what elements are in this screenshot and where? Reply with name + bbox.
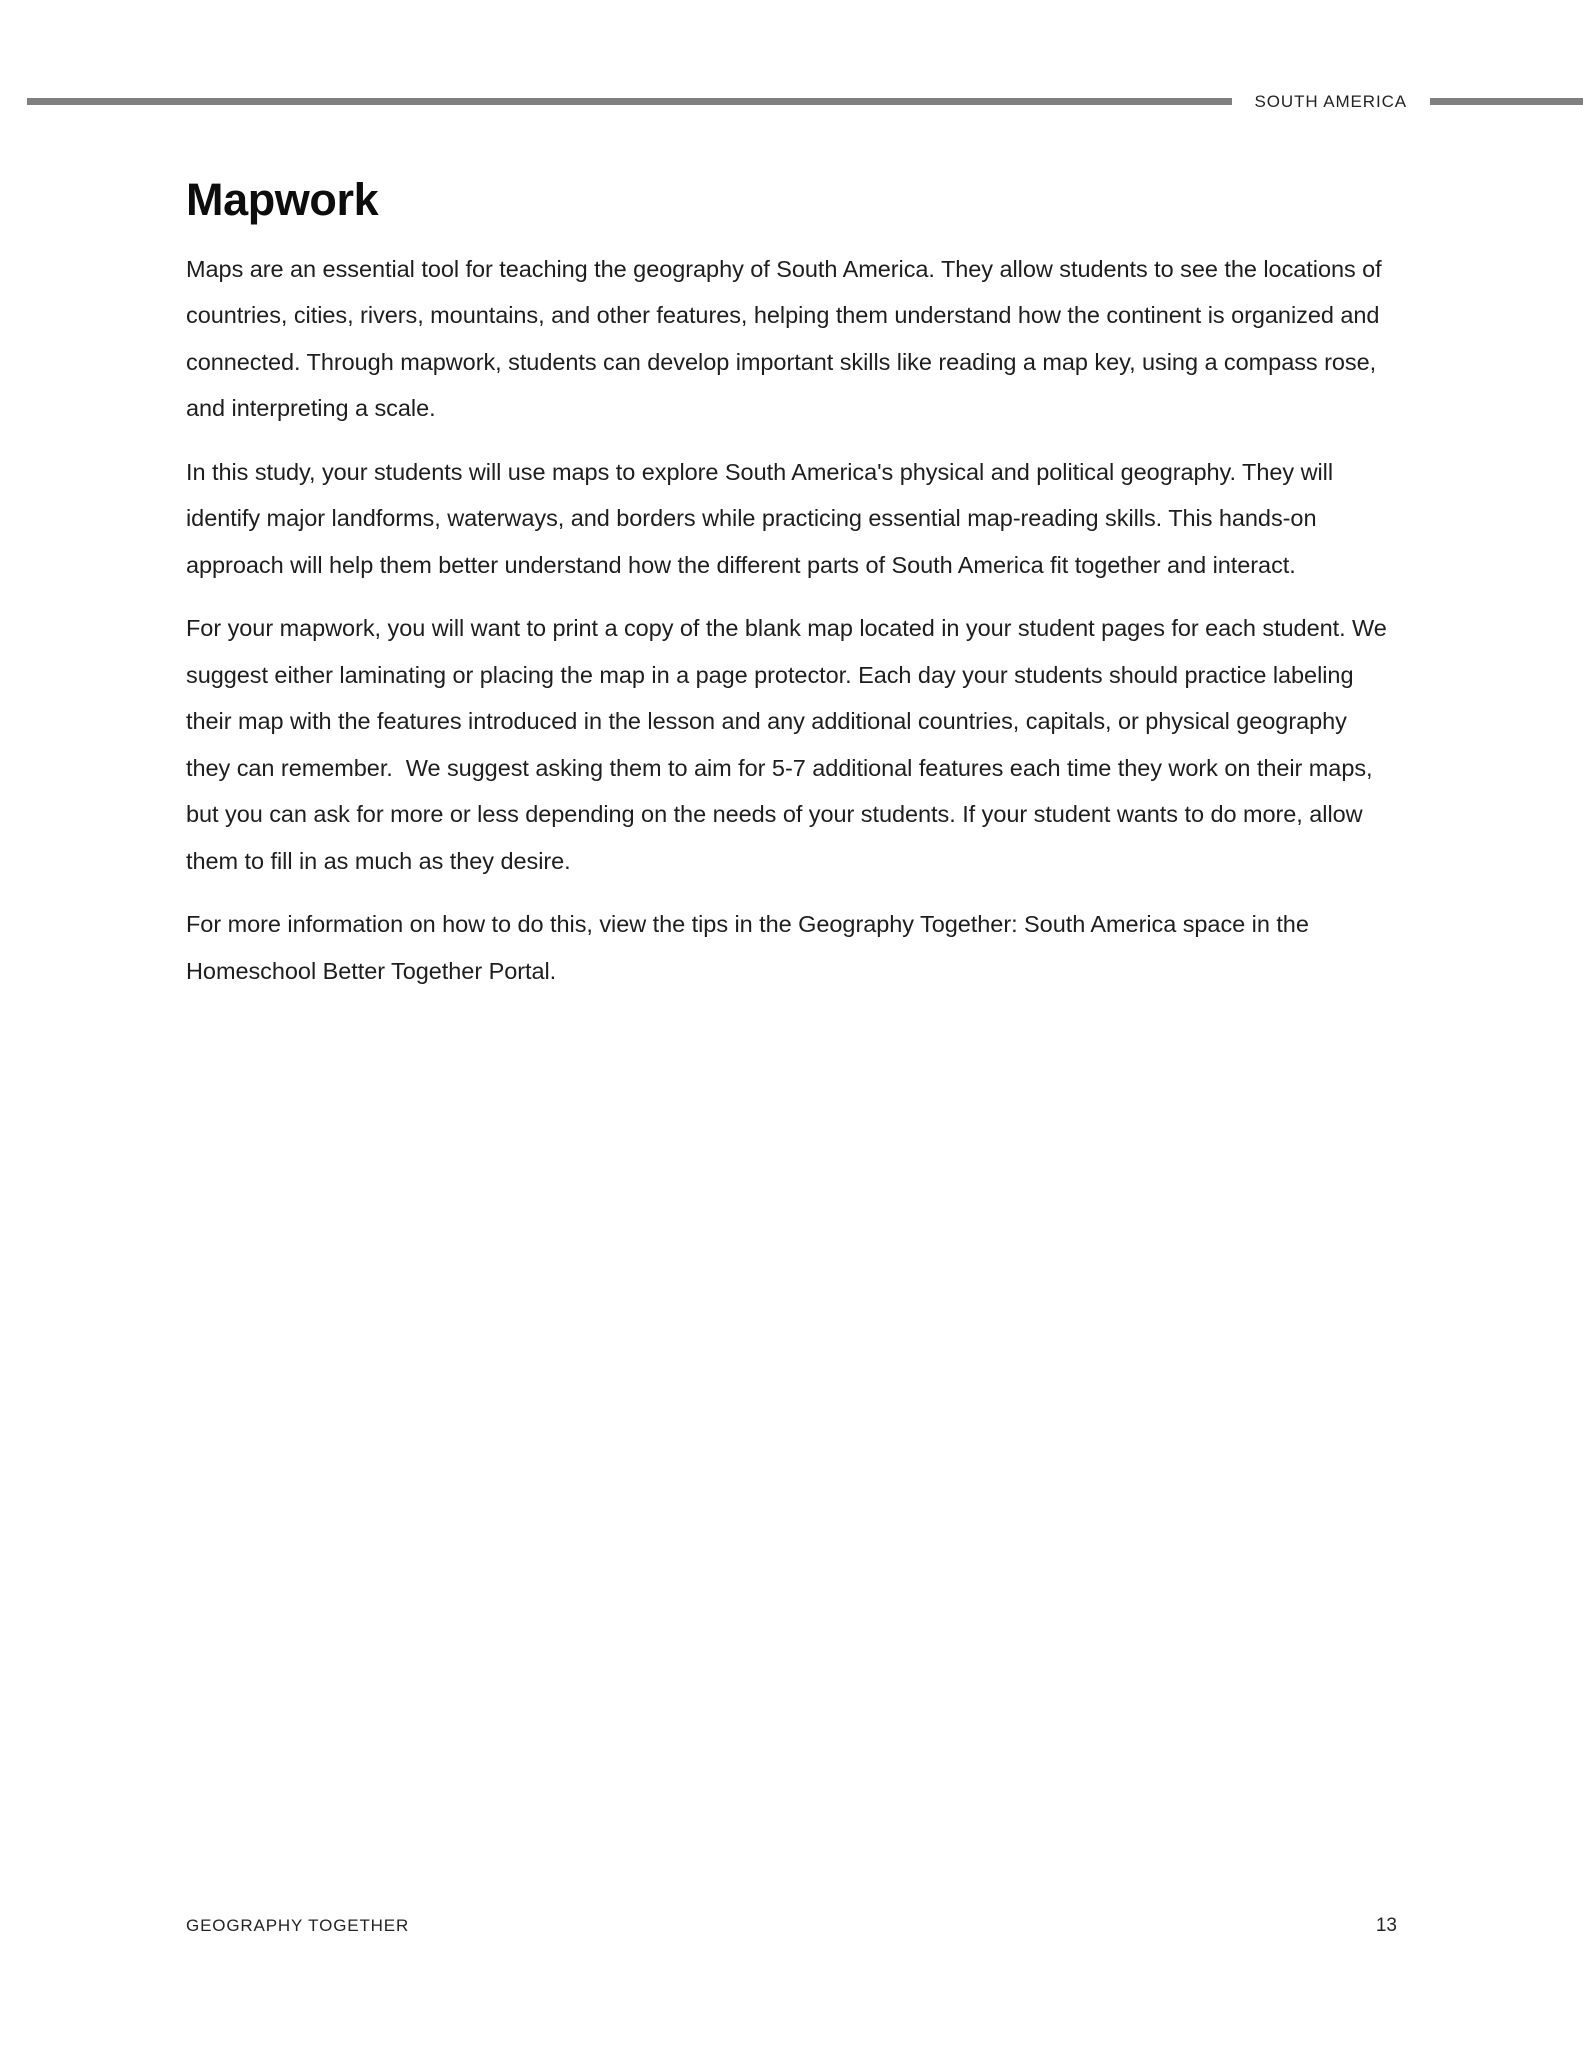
- footer-publication-label: GEOGRAPHY TOGETHER: [186, 1915, 410, 1935]
- body-paragraph: For more information on how to do this, view the tips in the Geography Together: South America space in the Homeschool Better Together Portal.: [186, 911, 1316, 984]
- body-paragraph: Maps are an essential tool for teaching the geography of South America. They allow students to see the locations of countries, cities, rivers, mountains, and other features, helping them understand how the continent is organized and connected. Through mapwork, students can develop important skills like reading a map key, using a compass rose, and interpreting a scale.: [186, 255, 1389, 422]
- page-footer: [186, 1913, 1397, 1937]
- header-section-title: SOUTH AMERICA: [1254, 91, 1407, 111]
- body-paragraph: For your mapwork, you will want to print a copy of the blank map located in your student pages for each student. We suggest either laminating or placing the map in a page protector. Each day your students should practice labeling their map with the features introduced in the lesson and any additional countries, capitals, or physical geography they can remember. We suggest asking them to aim for 5-7 additional features each time they work on their maps, but you can ask for more or less depending on the needs of your students. If your student wants to do more, allow them to fill in as much as they desire.: [186, 615, 1394, 874]
- body-paragraph: In this study, your students will use maps to explore South America's physical and political geography. They will identify major landforms, waterways, and borders while practicing essential map-reading skills. This hands-on approach will help them better understand how the different parts of South America fit together and interact.: [186, 458, 1340, 578]
- page-title: Mapwork: [186, 174, 379, 225]
- page-content: [186, 174, 1392, 994]
- footer-page-number: 13: [1375, 1914, 1397, 1936]
- page-header: [0, 88, 1583, 114]
- header-rule-left: [27, 98, 1232, 105]
- header-rule-right: [1430, 98, 1583, 105]
